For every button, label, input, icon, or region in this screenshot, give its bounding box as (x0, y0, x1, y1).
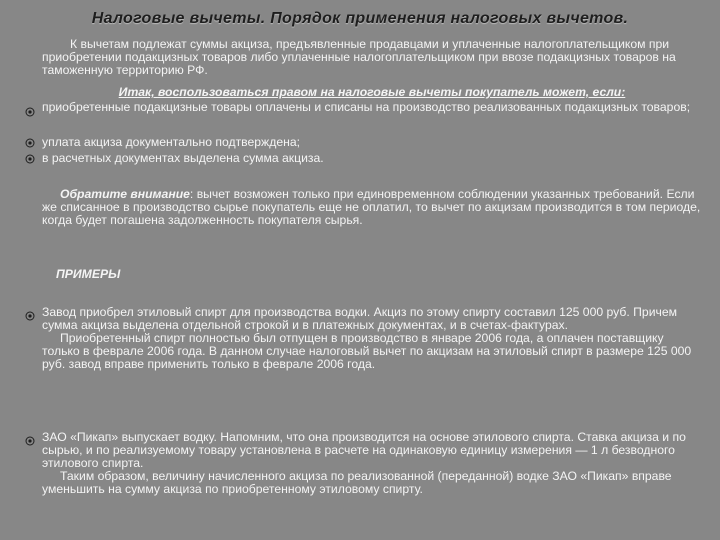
diamond-bullet-icon (24, 434, 36, 447)
note-label: Обратите внимание (60, 187, 190, 201)
diamond-bullet-icon (24, 152, 36, 165)
example-paragraph: Завод приобрел этиловый спирт для производства водки. Акциз по этому спирту составил 125 000 руб. Причем сумма акциза выделена отдельной строкой и в платежных документах, и в счетах-фактурах. (42, 305, 678, 332)
diamond-bullet-icon (24, 105, 36, 118)
note-paragraph (42, 188, 702, 227)
condition-text: уплата акциза документально подтверждена; (42, 135, 300, 149)
example-paragraph: ЗАО «Пикап» выпускает водку. Напомним, что она производится на основе этилового спирта. Ставка акциза и по сырью, и по реализуемому товару установлена в расчете на одинаковую единицу измерения — 1 л безводного этилового спирта. (42, 430, 686, 470)
intro-paragraph: К вычетам подлежат суммы акциза, предъявленные продавцами и уплаченные налогоплательщиком при приобретении подакцизных товаров либо уплаченные налогоплательщиком при ввозе подакцизных товаров на таможенную территорию РФ. (42, 37, 676, 77)
diamond-bullet-icon (24, 309, 36, 322)
conditions-heading: Итак, воспользоваться правом на налоговые вычеты покупатель может, если: (118, 85, 626, 99)
example-paragraph: Таким образом, величину начисленного акциза по реализованной (переданной) водке ЗАО «Пикап» вправе уменьшить на сумму акциза по приобретенному этиловому спирту. (42, 469, 672, 496)
example-paragraph: Приобретенный спирт полностью был отпущен в производство в январе 2006 года, а оплачен поставщику только в феврале 2006 года. В данном случае налоговый вычет по акцизам на этиловый спирт в размере 125 000 руб. завод вправе применить только в феврале 2006 года. (42, 331, 692, 371)
condition-text: приобретенные подакцизные товары оплачены и списаны на производство реализованных подакцизных товаров; (42, 100, 691, 114)
diamond-bullet-icon (24, 136, 36, 149)
examples-heading: ПРИМЕРЫ (56, 267, 121, 281)
condition-text: в расчетных документах выделена сумма акциза. (42, 151, 324, 165)
example-text (42, 431, 702, 496)
slide-title: Налоговые вычеты. Порядок применения налоговых вычетов. (91, 10, 629, 27)
note-text: : вычет возможен только при единовременном соблюдении указанных требований. Если же списанное в производство сырье покупатель еще не оплатил, то вычет по акцизам производится в том периоде, когда будет погашена задолженность покупателя сырья. (42, 187, 701, 227)
example-text (42, 306, 702, 371)
